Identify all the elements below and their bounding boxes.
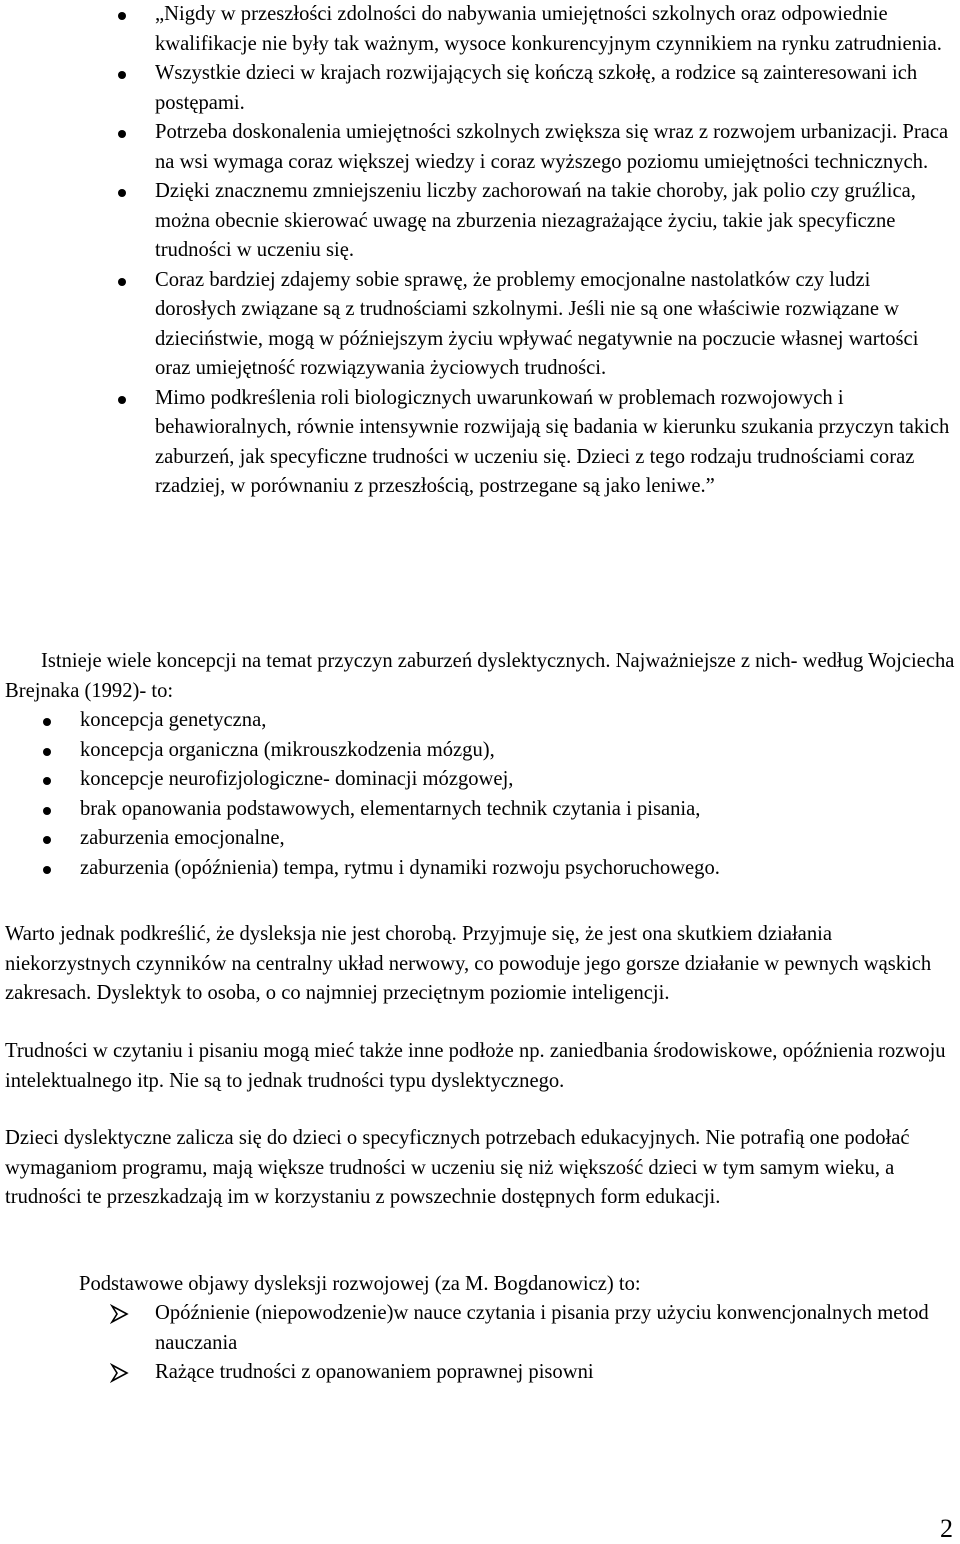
intro-paragraph [5, 647, 955, 706]
list-item-text: Coraz bardziej zdajemy sobie sprawę, że problemy emocjonalne nastolatków czy ludzi dorosłych związane są z trudnościami szkolnymi. Jeśli nie są one właściwie rozwiązane w dzieciństwie, mogą w późniejszym życiu wpływać negatywnie na poczucie własnej wartości oraz umiejętność rozwiązywania życiowych trudności. [155, 268, 919, 379]
list-item [155, 1299, 945, 1358]
other-causes-paragraph: Trudności w czytaniu i pisaniu mogą mieć także inne podłoże np. zaniedbania środowiskowe, opóźnienia rozwoju intelektualnego itp. Nie są to jednak trudności typu dyslektycznego. [5, 1040, 946, 1092]
bullet-icon [118, 71, 126, 79]
dyslexia-definition-paragraph: Warto jednak podkreślić, że dysleksja nie jest chorobą. Przyjmuje się, że jest ona skutkiem działania niekorzystnych czynników na centralny układ nerwowy, co powoduje jego gorsze działanie w pewnych wąskich zakresach. Dyslektyk to osoba, o co najmniej przeciętnym poziomie inteligencji. [5, 923, 932, 1004]
list-item-text: koncepcja organiczna (mikrouszkodzenia mózgu), [80, 738, 495, 761]
list-item-text: „Nigdy w przeszłości zdolności do nabywania umiejętności szkolnych oraz odpowiednie kwalifikacje nie były tak ważnym, wysoce konkurencyjnym czynnikiem na rynku zatrudnienia. [155, 3, 942, 55]
list-item [80, 795, 950, 825]
list-item [155, 384, 955, 502]
concepts-bullet-list [80, 706, 950, 883]
list-item-text: koncepcja genetyczna, [80, 709, 267, 731]
list-item-text: Wszystkie dzieci w krajach rozwijających się kończą szkołę, a rodzice są zainteresowani ich postępami. [155, 62, 918, 114]
bullet-icon [118, 130, 126, 138]
special-needs-paragraph: Dzieci dyslektyczne zalicza się do dzieci o specyficznych potrzebach edukacyjnych. Nie potrafią one podołać wymaganiom programu, mają większe trudności w uczeniu się niż większość dzieci w tym samym wieku, a trudności te przeszkadzają im w korzystaniu z powszechnie dostępnych form edukacji. [5, 1127, 910, 1208]
quote-bullet-list [155, 0, 955, 502]
symptoms-arrow-list [155, 1299, 945, 1388]
list-item-text: Potrzeba doskonalenia umiejętności szkolnych zwiększa się wraz z rozwojem urbanizacji. Praca na wsi wymaga coraz większej wiedzy i coraz wyższego poziomu umiejętności technicznych. [155, 121, 949, 173]
bullet-icon [43, 718, 51, 726]
list-item [80, 736, 950, 766]
list-item-text: brak opanowania podstawowych, elementarnych technik czytania i pisania, [80, 797, 701, 820]
bullet-icon [43, 836, 51, 844]
symptoms-heading: Podstawowe objawy dysleksji rozwojowej (za M. Bogdanowicz) to: [79, 1273, 641, 1295]
arrow-bullet-icon [110, 1363, 130, 1383]
bullet-icon [43, 777, 51, 785]
list-item-text: Dzięki znacznemu zmniejszeniu liczby zachorowań na takie choroby, jak polio czy gruźlica, można obecnie skierować uwagę na zburzenia niezagrażające życiu, takie jak specyficzne trudności w uczeniu się. [155, 180, 916, 261]
list-item-text: zaburzenia emocjonalne, [80, 827, 285, 849]
list-item [155, 266, 955, 384]
page-number: 2 [940, 1514, 953, 1543]
list-item [80, 706, 950, 736]
list-item [80, 765, 950, 795]
list-item-text: zaburzenia (opóźnienia) tempa, rytmu i dynamiki rozwoju psychoruchowego. [80, 856, 720, 879]
arrow-bullet-icon [110, 1304, 130, 1324]
list-item [155, 0, 955, 59]
list-item [155, 118, 955, 177]
list-item-text: Mimo podkreślenia roli biologicznych uwarunkowań w problemach rozwojowych i behawioralnych, równie intensywnie rozwijają się badania w kierunku szukania przyczyn takich zaburzeń, jak specyficzne trudności w uczeniu się. Dzieci z tego rodzaju trudnościami coraz rzadziej, w porównaniu z przeszłością, postrzegane są jako leniwe.” [155, 386, 950, 497]
intro-paragraph-text: Istnieje wiele koncepcji na temat przyczyn zaburzeń dyslektycznych. Najważniejsze z nich- według Wojciecha Brejnaka (1992)- to: [5, 650, 955, 702]
list-item-text: koncepcje neurofizjologiczne- dominacji mózgowej, [80, 768, 514, 790]
bullet-icon [118, 278, 126, 286]
bullet-icon [118, 12, 126, 20]
bullet-icon [43, 866, 51, 874]
bullet-icon [43, 748, 51, 756]
bullet-icon [118, 189, 126, 197]
list-item [80, 854, 950, 884]
list-item-text: Opóźnienie (niepowodzenie)w nauce czytania i pisania przy użyciu konwencjonalnych metod nauczania [155, 1302, 929, 1354]
list-item [155, 59, 955, 118]
list-item [155, 177, 955, 266]
bullet-icon [43, 807, 51, 815]
list-item [155, 1358, 945, 1388]
bullet-icon [118, 396, 126, 404]
list-item [80, 824, 950, 854]
list-item-text: Rażące trudności z opanowaniem poprawnej pisowni [155, 1361, 594, 1383]
